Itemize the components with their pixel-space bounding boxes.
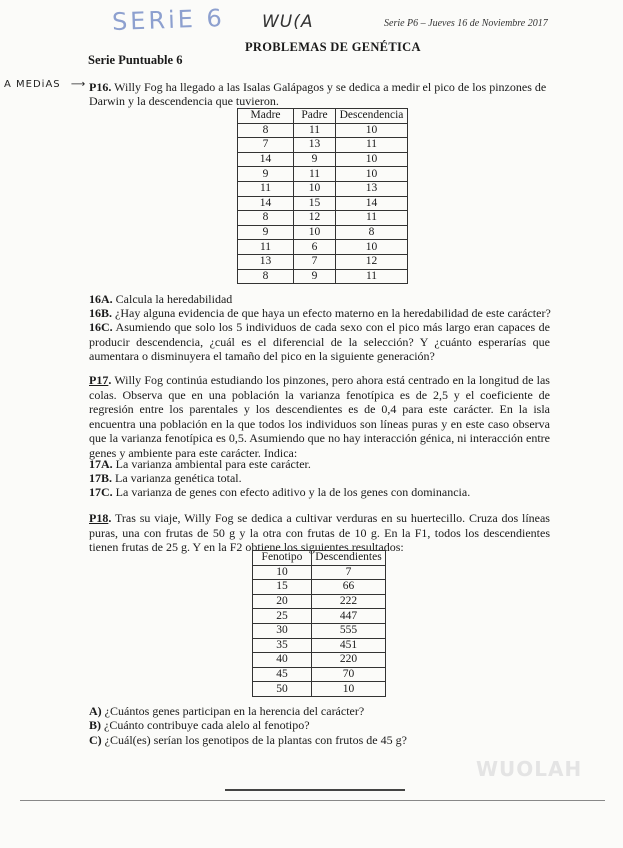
question-16a-label: 16A. (89, 292, 113, 306)
p16-text-line1: Willy Fog ha llegado a las Isalas Galápagos y se dedica a medir el pico de los pinzones de (114, 80, 547, 94)
p18-data-table (252, 550, 386, 697)
p16-text-line2: Darwin y la descendencia que tuvieron. (89, 94, 279, 108)
table-cell: 12 (294, 211, 336, 226)
table-cell: 6 (294, 240, 336, 255)
question-17c-label: 17C. (89, 485, 113, 499)
p17-text: Willy Fog continúa estudiando los pinzones, pero ahora está centrado en la longitud de las colas. Observa que en una población la varianza fenotípica es de 2,5 y el coeficiente de regresión entre los parentales y los descendientes es de 0,4 para este carácter. En la isla encuentra una población en la que todos los individuos son líneas puras y en este caso observa que la varianza fenotípica es 0,5. Asumiendo que no hay interacción génica, ni interacción entre genes y ambiente para este carácter. Indica: (89, 373, 550, 460)
table-row (253, 653, 386, 668)
question-17a-text: La varianza ambiental para este carácter. (115, 457, 311, 471)
table-cell: 8 (238, 269, 294, 284)
table-cell: 13 (336, 181, 408, 196)
table-cell: 7 (294, 254, 336, 269)
table-row (253, 623, 386, 638)
question-16b (89, 306, 551, 321)
question-18a-text: ¿Cuántos genes participan en la herencia del carácter? (104, 704, 365, 718)
table-cell: 9 (294, 269, 336, 284)
question-18a (89, 704, 364, 719)
table-cell: 13 (294, 138, 336, 153)
table-cell: 15 (294, 196, 336, 211)
table-cell: 11 (336, 269, 408, 284)
table-cell: 451 (312, 638, 386, 653)
table-row (238, 181, 408, 196)
question-16a (89, 292, 232, 307)
question-16a-text: Calcula la heredabilidad (115, 292, 233, 306)
arrow-right-icon: ⟶ (70, 79, 87, 90)
question-18c-label: C) (89, 733, 102, 747)
table-cell: 20 (253, 594, 312, 609)
margin-note-text: A MEDiAS (4, 79, 61, 90)
question-18a-label: A) (89, 704, 102, 718)
table-cell: 9 (238, 225, 294, 240)
table-cell: 10 (336, 240, 408, 255)
table-row (253, 580, 386, 595)
question-16c-text: Asumiendo que solo los 5 individuos de cada sexo con el pico más largo eran capaces de producir descendencia, ¿cuál es el diferencial de la selección? Y ¿cuánto esperarías que aumentara o disminuyera el tamaño del pico en la siguiente generación? (89, 320, 551, 363)
table-row (253, 638, 386, 653)
wuolah-watermark: WUOLAH (476, 757, 583, 781)
table-cell: 66 (312, 580, 386, 595)
table-row (253, 609, 386, 624)
question-17b-text: La varianza genética total. (115, 471, 242, 485)
table-cell: 11 (238, 240, 294, 255)
table-cell: 8 (336, 225, 408, 240)
serie-label: Serie Puntuable 6 (88, 53, 183, 67)
table-row (253, 594, 386, 609)
question-18b (89, 718, 310, 733)
table-cell: 7 (312, 565, 386, 580)
table-cell: 10 (336, 152, 408, 167)
table-row (238, 211, 408, 226)
table-cell: 11 (294, 123, 336, 138)
p17-label: P17 (89, 373, 109, 387)
table-cell: 11 (238, 181, 294, 196)
table-cell: 10 (336, 123, 408, 138)
table-row (238, 196, 408, 211)
question-17a (89, 457, 311, 472)
table-cell: 70 (312, 667, 386, 682)
table-cell: 14 (238, 196, 294, 211)
table-row (253, 667, 386, 682)
table-row (238, 240, 408, 255)
p16-label: P16 (89, 80, 109, 94)
table-cell: 8 (238, 123, 294, 138)
column-header: Fenotipo (253, 551, 312, 566)
p18-text: Tras su viaje, Willy Fog se dedica a cultivar verduras en su huertecillo. Cruza dos líneas puras, una con frutas de 50 g y la otra con frutas de 10 g. En la F1, todos los descendientes tienen frutas de 25 g. Y en la F2 obtiene los siguientes resultados: (89, 511, 550, 554)
table-cell: 555 (312, 623, 386, 638)
table-row (238, 138, 408, 153)
p17-intro (89, 373, 550, 460)
p18-dot: . (108, 511, 112, 525)
table-cell: 30 (253, 623, 312, 638)
table-cell: 45 (253, 667, 312, 682)
column-header: Descendencia (336, 109, 408, 124)
table-cell: 11 (336, 138, 408, 153)
table-cell: 11 (336, 211, 408, 226)
question-17a-label: 17A. (89, 457, 113, 471)
question-16b-label: 16B. (89, 306, 113, 320)
question-17b-label: 17B. (89, 471, 113, 485)
table-cell: 14 (336, 196, 408, 211)
page-title: PROBLEMAS DE GENÉTICA (245, 40, 421, 54)
column-header: Padre (294, 109, 336, 124)
table-cell: 10 (336, 167, 408, 182)
table-cell: 13 (238, 254, 294, 269)
question-18c (89, 733, 407, 748)
table-cell: 7 (238, 138, 294, 153)
table-row (238, 225, 408, 240)
question-17c (89, 485, 470, 500)
table-cell: 222 (312, 594, 386, 609)
question-16c-label: 16C. (89, 320, 113, 334)
table-cell: 447 (312, 609, 386, 624)
question-18b-text: ¿Cuánto contribuye cada alelo al fenotipo? (104, 718, 310, 732)
footer-rule (225, 789, 405, 791)
p16-dot: . (108, 80, 112, 94)
table-row (238, 254, 408, 269)
p18-label: P18 (89, 511, 109, 525)
p18-intro (89, 511, 550, 555)
question-16b-text: ¿Hay alguna evidencia de que haya un efecto materno en la heredabilidad de este carácter? (115, 306, 551, 320)
p16-data-table (237, 108, 408, 284)
question-18b-label: B) (89, 718, 101, 732)
table-row (238, 167, 408, 182)
p17-dot: . (108, 373, 112, 387)
table-cell: 9 (294, 152, 336, 167)
column-header: Descendientes (312, 551, 386, 566)
table-cell: 220 (312, 653, 386, 668)
table-cell: 10 (294, 225, 336, 240)
page-header-date: Serie P6 – Jueves 16 de Noviembre 2017 (384, 18, 548, 29)
margin-note (4, 79, 86, 90)
handwritten-serie-note: SERiE 6 (111, 4, 226, 36)
table-cell: 8 (238, 211, 294, 226)
table-cell: 25 (253, 609, 312, 624)
question-17b (89, 471, 242, 486)
question-17c-text: La varianza de genes con efecto aditivo y la de los genes con dominancia. (115, 485, 471, 499)
table-row (238, 152, 408, 167)
table-row (238, 269, 408, 284)
table-cell: 35 (253, 638, 312, 653)
table-cell: 9 (238, 167, 294, 182)
table-row (253, 565, 386, 580)
table-cell: 15 (253, 580, 312, 595)
handwritten-name-note: WU(A (262, 12, 314, 32)
table-cell: 11 (294, 167, 336, 182)
table-cell: 10 (294, 181, 336, 196)
table-cell: 10 (312, 682, 386, 697)
table-cell: 40 (253, 653, 312, 668)
table-row (253, 682, 386, 697)
column-header: Madre (238, 109, 294, 124)
question-16c (89, 320, 550, 364)
table-cell: 12 (336, 254, 408, 269)
question-18c-text: ¿Cuál(es) serían los genotipos de la plantas con frutos de 45 g? (104, 733, 407, 747)
table-row (238, 123, 408, 138)
table-cell: 14 (238, 152, 294, 167)
footer-rule-long (20, 800, 605, 801)
table-header-row (253, 551, 386, 566)
table-cell: 50 (253, 682, 312, 697)
table-header-row (238, 109, 408, 124)
table-cell: 10 (253, 565, 312, 580)
p16-intro (89, 80, 554, 95)
